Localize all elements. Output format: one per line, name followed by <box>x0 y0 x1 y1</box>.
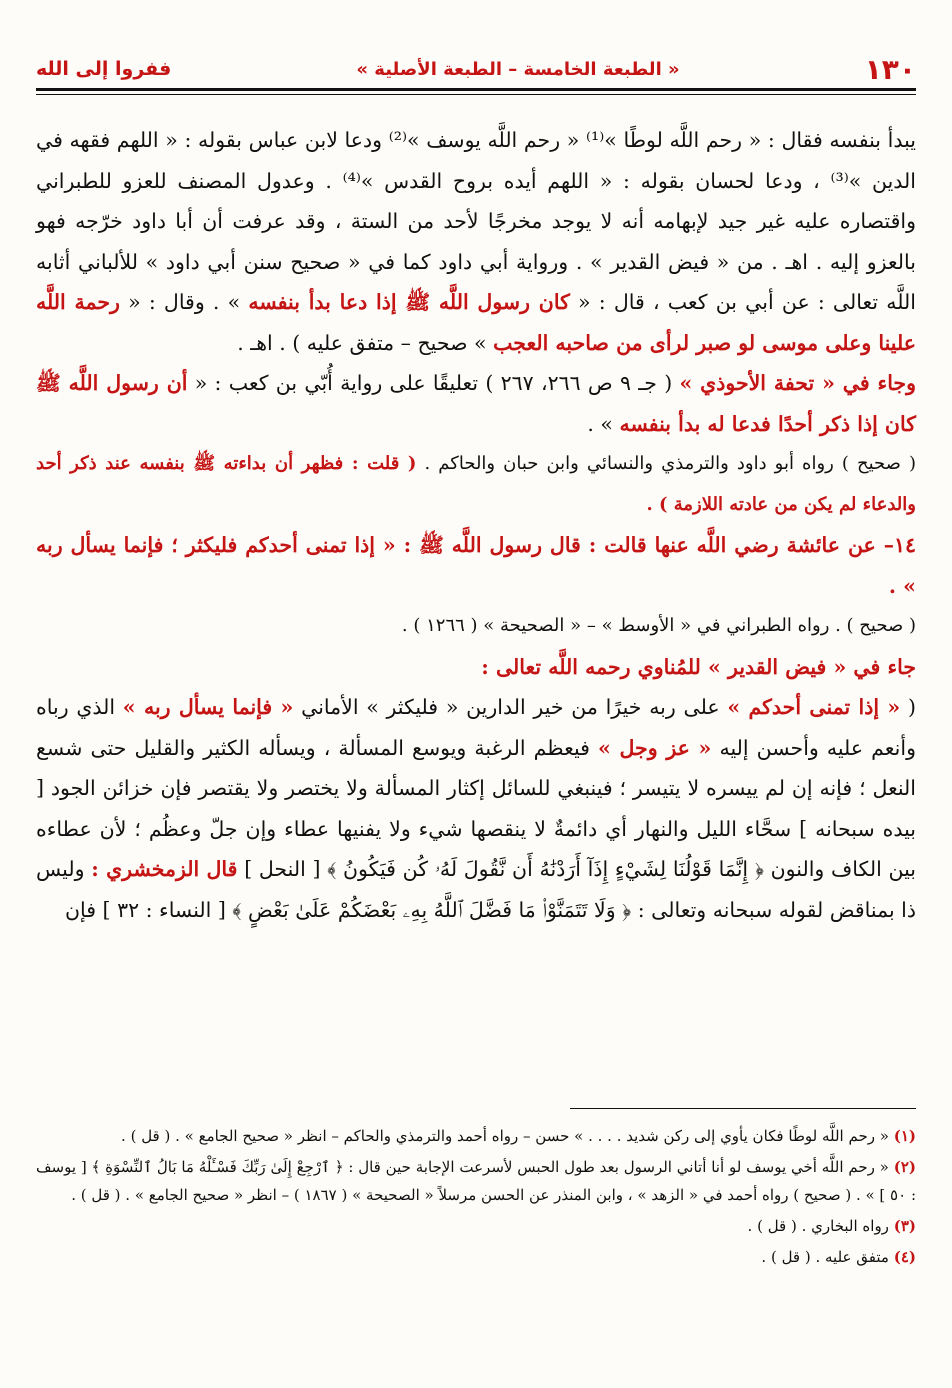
author-comment: ( قلت : فظهر أن بداءته ﷺ بنفسه عند ذكر أحد والدعاء لم يكن من عادته اللازمة ) . <box>36 453 916 515</box>
footnote-2 <box>36 1153 916 1209</box>
paragraph-6 <box>36 647 916 688</box>
paragraph-1 <box>36 120 916 363</box>
footnote-text: رواه البخاري . ( قل ) . <box>747 1217 889 1235</box>
tuhfat-heading: وجاء في « تحفة الأحوذي » <box>679 371 917 395</box>
footnotes <box>36 1122 916 1274</box>
p7-red-3: « عز وجل » <box>598 735 712 760</box>
p1-text: يبدأ بنفسه فقال : « رحم اللَّه لوطًا »⁽¹⁾ « رحم اللَّه يوسف »⁽²⁾ ودعا لابن عباس بقوله : « اللهم فقهه في الدين »⁽³⁾ ، ودعا لحسان بقوله : « اللهم أيده بروح القدس »⁽⁴⁾ . وعدول المصنف للعزو للطبراني واقتصاره عليه غير جيد لإبهامه أنه لا يوجد مخرجًا لأحد من الستة ، وقد عرفت أن أبا داود خرّجه فهو بالعزو إليه . اهـ . من « فيض القدير » . ورواية أبي داود كما في « صحيح سنن أبي داود » للألباني أثابه اللَّه تعالى : عن أبي بن كعب ، قال : « <box>36 128 916 314</box>
footnote-number: (٢) <box>893 1158 916 1176</box>
p1-end: » صحيح – متفق عليه ) . اهـ . <box>237 330 487 355</box>
zamakhshari-label: قال الزمخشري : <box>91 857 238 881</box>
footnote-text: متفق عليه . ( قل ) . <box>761 1248 889 1266</box>
page-number: ١٣٠ <box>864 52 916 86</box>
paragraph-5 <box>36 606 916 647</box>
edition-title: « الطبعة الخامسة – الطبعة الأصلية » <box>356 58 680 80</box>
hadith-quote-3: أن رسول اللَّه ﷺ كان إذا ذكر أحدًا فدعا له بدأ بنفسه <box>36 371 916 436</box>
p7-e: وليس ذا بمناقض لقوله سبحانه وتعالى : ﴿ وَلَا تَتَمَنَّوْا۟ مَا فَضَّلَ ٱللَّهُ بِهِۦ بَعْضَكُمْ عَلَىٰ بَعْضٍ ﴾ [ النساء : ٣٢ ] فإن <box>36 857 916 922</box>
footnote-text: « رحم اللَّه لوطًا فكان يأوي إلى ركن شديد . . . . » حسن – رواه أحمد والترمذي والحاكم – انظر « صحيح الجامع » . ( قل ) . <box>121 1127 889 1145</box>
p2-end: » . <box>587 411 613 436</box>
p7-a: ( <box>907 695 916 719</box>
footnote-text: « رحم اللَّه أخي يوسف لو أنا أتاني الرسول بعد طول الحبس لأسرعت الإجابة حين قال : ﴿ ٱرْجِعْ إِلَىٰ رَبِّكَ فَسْـَٔلْهُ مَا بَالُ ٱلنِّسْوَةِ ﴾ [ يوسف : ٥٠ ] » . ( صحيح ) رواه أحمد في « الزهد » ، وابن المنذر عن الحسن مرسلاً « الصحيحة » ( ١٨٦٧ ) – انظر « صحيح الجامع » . ( قل ) . <box>36 1158 916 1204</box>
p7-b: على ربه خيرًا من خير الدارين « فليكثر » الأماني <box>301 695 720 719</box>
footnote-1 <box>36 1122 916 1150</box>
footnote-separator <box>570 1108 916 1109</box>
faid-heading: جاء في « فيض القدير » للمُناوي رحمه اللَّه تعالى : <box>481 654 916 679</box>
main-text <box>36 120 916 930</box>
hadith-quote-2: رحمة اللَّه علينا وعلى موسى لو صبر لرأى من صاحبه العجب <box>36 290 916 355</box>
hadith-14-grading: ( صحيح ) . رواه الطبراني في « الأوسط » – « الصحيحة » ( ١٢٦٦ ) . <box>401 615 916 636</box>
hadith-14: ١٤– عن عائشة رضي اللَّه عنها قالت : قال رسول اللَّه ﷺ : « إذا تمنى أحدكم فليكثر ؛ فإنما يسأل ربه » . <box>36 533 916 598</box>
p7-c: الذي رباه وأنعم عليه وأحسن إليه <box>36 695 916 760</box>
footnote-number: (١) <box>893 1127 916 1145</box>
p7-d: فيعظم الرغبة ويوسع المسألة ، ويسأله الكثير والقليل حتى شسع النعل ؛ فإنه إن لم ييسره لا يتيسر ؛ فينبغي للسائل إكثار المسألة ولا يختصر ولا يقتصر فإن خزائن الجود [ بيده سبحانه ] سحَّاء الليل والنهار أي دائمةٌ لا ينقصها شيء ولا يفنيها عطاء وإن جلّ وعظُم ؛ لأن عطاءه بين الكاف والنون ﴿ إِنَّمَا قَوْلُنَا لِشَيْءٍ إِذَآ أَرَدْنَٰهُ أَن نَّقُولَ لَهُۥ كُن فَيَكُونُ ﴾ [ النحل ] <box>36 735 916 881</box>
header-rule-thick <box>36 88 916 91</box>
p7-red-2: « فإنما يسأل ربه » <box>122 695 294 719</box>
book-title: ففروا إلى الله <box>36 58 172 80</box>
page-header <box>36 52 916 86</box>
paragraph-3 <box>36 444 916 525</box>
footnote-4 <box>36 1243 916 1271</box>
paragraph-2 <box>36 363 916 444</box>
paragraph-4 <box>36 525 916 606</box>
footnote-number: (٤) <box>893 1248 916 1266</box>
paragraph-7 <box>36 687 916 930</box>
hadith-quote-1: كان رسول اللَّه ﷺ إذا دعا بدأ بنفسه <box>248 290 570 314</box>
p7-red-1: « إذا تمنى أحدكم » <box>727 695 901 719</box>
footnote-3 <box>36 1212 916 1240</box>
p2-text: ( جـ ٩ ص ٢٦٦، ٢٦٧ ) تعليقًا على رواية أُبّي بن كعب : « <box>194 371 673 395</box>
grading-note: ( صحيح ) رواه أبو داود والترمذي والنسائي وابن حبان والحاكم . <box>424 453 916 474</box>
p1-mid: » . وقال : « <box>128 290 241 314</box>
footnote-number: (٣) <box>893 1217 916 1235</box>
header-rule-thin <box>36 94 916 95</box>
